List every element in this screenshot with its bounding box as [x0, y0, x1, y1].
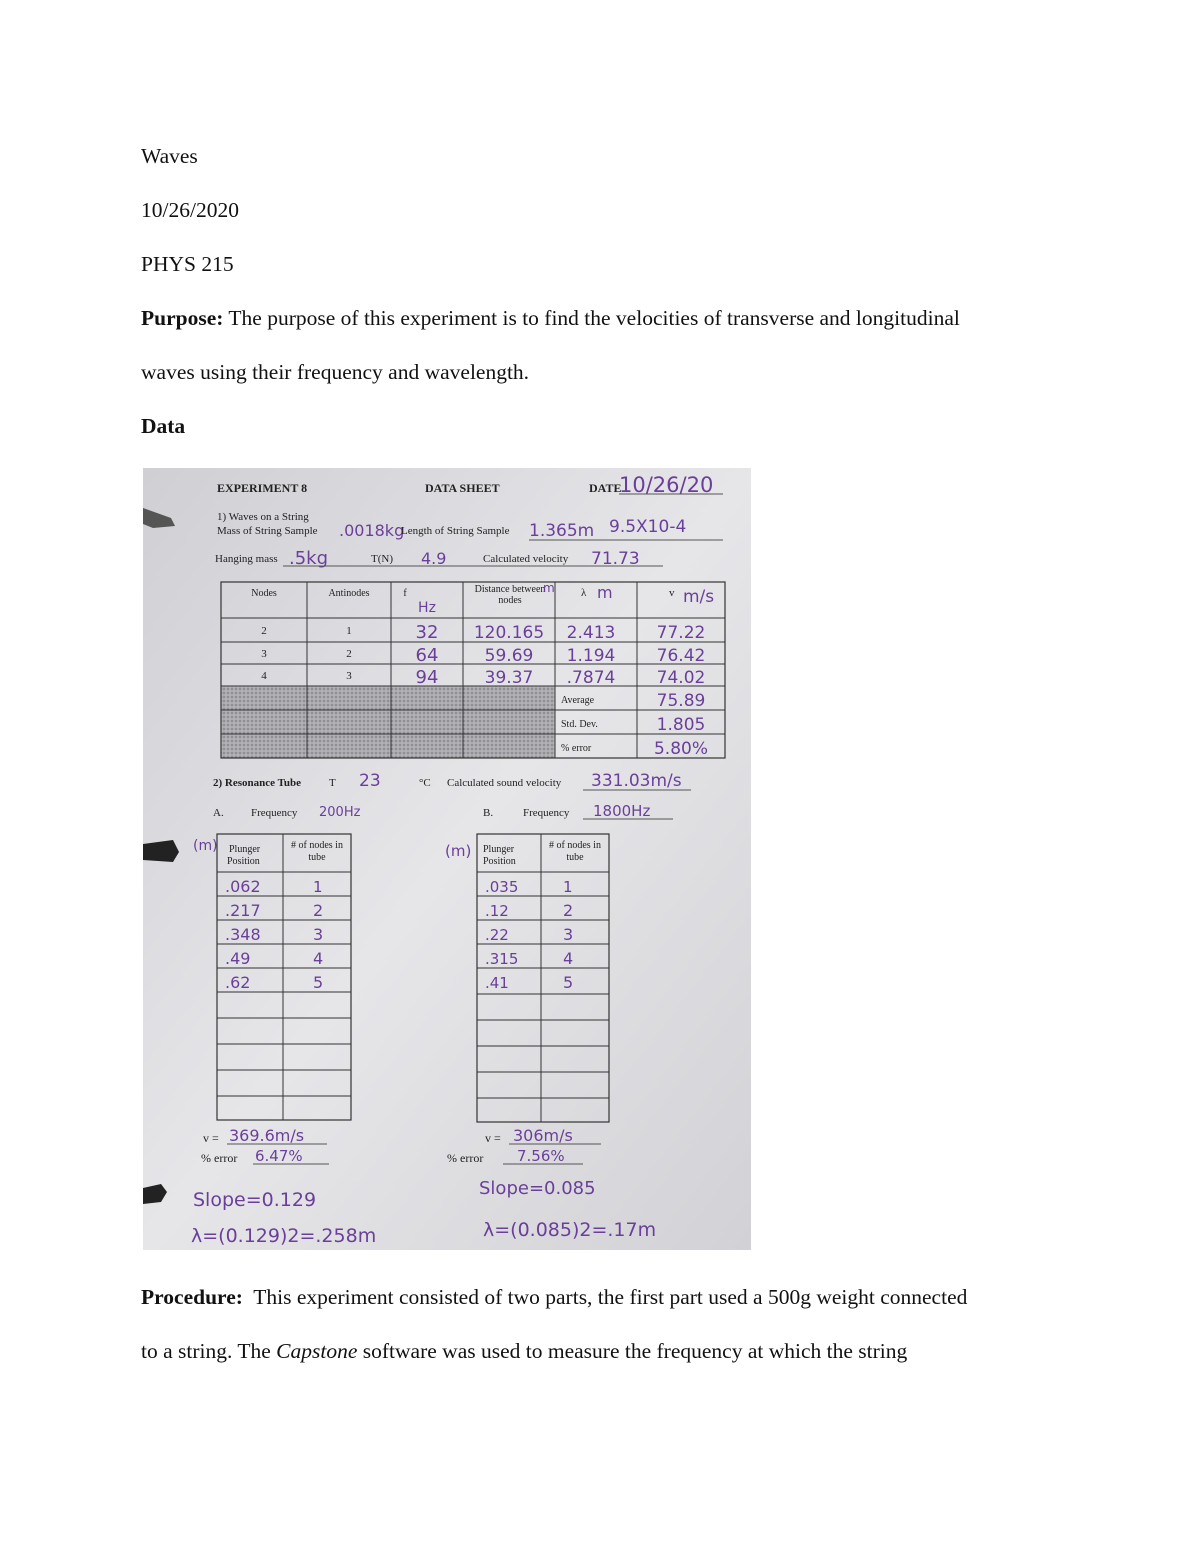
t1-r0-nodes: 2 — [261, 625, 267, 637]
doc-date: 10/26/2020 — [141, 198, 239, 222]
t1-r1-antinodes: 2 — [346, 648, 352, 660]
tube-a-r4-pos: .62 — [225, 973, 251, 992]
purpose-line-2: waves using their frequency and wavelength. — [141, 360, 530, 384]
procedure-text-2a: to a string. The — [141, 1339, 277, 1363]
temp-value: 23 — [359, 771, 381, 791]
purpose-text-1: The purpose of this experiment is to find the velocities of transverse and longitudinal — [228, 306, 960, 330]
tube-a-unit: (m) — [193, 838, 218, 854]
t1-r0-distance: 120.165 — [473, 623, 545, 643]
t1-header-lambda: λ — [581, 587, 587, 599]
t1-error-value: 5.80% — [653, 739, 709, 759]
tube-a-r0-pos: .062 — [225, 877, 261, 896]
err-a-value: 6.47% — [255, 1147, 303, 1165]
tube-a-r1-nodes: 2 — [313, 901, 324, 920]
t1-unit-f: Hz — [418, 600, 436, 616]
tube-a-header-position-2: Position — [227, 856, 260, 867]
procedure-label: Procedure: — [141, 1285, 243, 1309]
procedure-line-1 — [141, 1283, 967, 1311]
slope-a: Slope=0.129 — [193, 1189, 317, 1211]
sound-label: Calculated sound velocity — [447, 777, 562, 789]
t1-header-nodes: Nodes — [251, 588, 277, 599]
t1-r2-v: 74.02 — [656, 668, 706, 688]
t1-r1-distance: 59.69 — [484, 646, 534, 666]
t1-r1-f: 64 — [415, 645, 439, 666]
tube-b-r2-nodes: 3 — [563, 925, 574, 944]
v-b-value: 306m/s — [513, 1126, 573, 1145]
section1-title: 1) Waves on a String — [217, 511, 309, 523]
tube-b-r1-nodes: 2 — [563, 901, 574, 920]
t1-unit-lambda: m — [597, 583, 613, 602]
procedure-text-1: This experiment consisted of two parts, the first part used a 500g weight connected — [253, 1285, 968, 1309]
freq-b-text: Frequency — [523, 807, 570, 819]
purpose-label: Purpose: — [141, 306, 224, 330]
sheet-header-left: EXPERIMENT 8 — [217, 481, 308, 495]
length-value: 1.365m — [529, 521, 595, 541]
err-b-value: 7.56% — [517, 1147, 565, 1165]
t1-r1-nodes: 3 — [261, 648, 267, 660]
sheet-header-center: DATA SHEET — [425, 481, 500, 495]
temp-unit: °C — [419, 777, 431, 789]
tube-b-header-position-2: Position — [483, 856, 516, 867]
tube-a-r1-pos: .217 — [225, 901, 261, 920]
tension-value: 4.9 — [421, 549, 447, 568]
procedure-line-2 — [141, 1337, 907, 1365]
slope-b: Slope=0.085 — [479, 1178, 596, 1199]
doc-course: PHYS 215 — [141, 252, 234, 276]
tube-a-header-nodes: # of nodes in tube — [291, 840, 343, 863]
tension-label: T(N) — [371, 553, 393, 565]
tube-b-r0-nodes: 1 — [563, 878, 573, 896]
data-sheet-photo — [143, 468, 751, 1250]
mass-label: Mass of String Sample — [217, 525, 318, 537]
mu-value: 9.5X10-4 — [609, 517, 687, 537]
tube-a-r3-pos: .49 — [225, 949, 251, 968]
tube-a-header-nodes-box — [285, 840, 349, 870]
t1-stddev-label: Std. Dev. — [561, 719, 598, 730]
t1-header-v: v — [669, 587, 675, 599]
t1-r0-lambda: 2.413 — [566, 623, 616, 643]
sheet-date-label: DATE — [589, 481, 622, 495]
t1-r1-lambda: 1.194 — [566, 646, 616, 666]
freq-a-text: Frequency — [251, 807, 298, 819]
purpose-line-1 — [141, 304, 960, 332]
calc-vel-value: 71.73 — [591, 549, 640, 569]
doc-title: Waves — [141, 144, 198, 168]
tube-b-r3-nodes: 4 — [563, 949, 574, 968]
tube-b-header-nodes: # of nodes in tube — [549, 840, 601, 863]
tube-a-r3-nodes: 4 — [313, 949, 324, 968]
t1-r2-distance: 39.37 — [484, 668, 534, 688]
tube-b-r4-nodes: 5 — [563, 973, 574, 992]
tube-b-header-nodes-box — [543, 840, 607, 870]
t1-header-f: f — [403, 588, 407, 599]
t1-average-value: 75.89 — [656, 691, 706, 711]
t1-r2-antinodes: 3 — [346, 670, 352, 682]
v-a-value: 369.6m/s — [229, 1126, 305, 1145]
tube-a-r2-pos: .348 — [225, 925, 261, 944]
hanging-label: Hanging mass — [215, 553, 278, 565]
lambda-b: λ=(0.085)2=.17m — [483, 1219, 657, 1241]
t1-r0-f: 32 — [415, 622, 439, 643]
freq-a-label: A. — [213, 807, 224, 819]
tube-a-r4-nodes: 5 — [313, 973, 324, 992]
t1-r0-v: 77.22 — [656, 623, 706, 643]
mass-value: .0018kg — [339, 521, 405, 540]
t1-header-distance-box — [467, 584, 553, 616]
t1-unit-v: m/s — [683, 587, 715, 607]
v-a-label: v = — [203, 1131, 219, 1145]
v-b-label: v = — [485, 1131, 501, 1145]
err-a-label: % error — [201, 1151, 238, 1165]
sound-value: 331.03m/s — [591, 771, 682, 791]
tube-a-r0-nodes: 1 — [313, 878, 323, 896]
temp-label: T — [329, 777, 336, 789]
data-sheet-svg — [143, 468, 751, 1250]
t1-r1-v: 76.42 — [656, 646, 706, 666]
tube-b-r2-pos: .22 — [485, 926, 509, 944]
section2-title: 2) Resonance Tube — [213, 777, 302, 789]
t1-r2-f: 94 — [415, 667, 439, 688]
t1-average-label: Average — [561, 695, 595, 706]
t1-stddev-value: 1.805 — [656, 715, 706, 735]
freq-b-label: B. — [483, 807, 494, 819]
freq-b-value: 1800Hz — [593, 802, 651, 820]
data-heading: Data — [141, 414, 186, 438]
tube-b-r4-pos: .41 — [485, 974, 509, 992]
t1-r0-antinodes: 1 — [346, 625, 352, 637]
sheet-date-value: 10/26/20 — [619, 473, 714, 497]
procedure-text-2b: software was used to measure the frequency at which the string — [357, 1339, 908, 1363]
t1-header-distance: Distance between nodes — [474, 584, 546, 606]
tube-b-r3-pos: .315 — [485, 950, 519, 968]
tube-a-header-position-1: Plunger — [229, 844, 261, 855]
tube-b-r0-pos: .035 — [485, 878, 519, 896]
t1-error-label: % error — [561, 743, 592, 754]
tube-b-r1-pos: .12 — [485, 902, 509, 920]
lambda-a: λ=(0.129)2=.258m — [191, 1225, 377, 1247]
t1-unit-distance: m — [543, 581, 555, 595]
hanging-value: .5kg — [289, 548, 329, 569]
tube-a-r2-nodes: 3 — [313, 925, 324, 944]
t1-header-antinodes: Antinodes — [328, 588, 370, 599]
err-b-label: % error — [447, 1151, 484, 1165]
calc-vel-label: Calculated velocity — [483, 553, 569, 565]
tube-b-header-position-1: Plunger — [483, 844, 515, 855]
length-label: Length of String Sample — [401, 525, 510, 537]
freq-a-value: 200Hz — [319, 805, 361, 820]
t1-r2-lambda: .7874 — [566, 668, 616, 688]
t1-r2-nodes: 4 — [261, 670, 267, 682]
procedure-capstone: Capstone — [276, 1339, 358, 1363]
tube-b-unit: (m) — [445, 842, 472, 860]
